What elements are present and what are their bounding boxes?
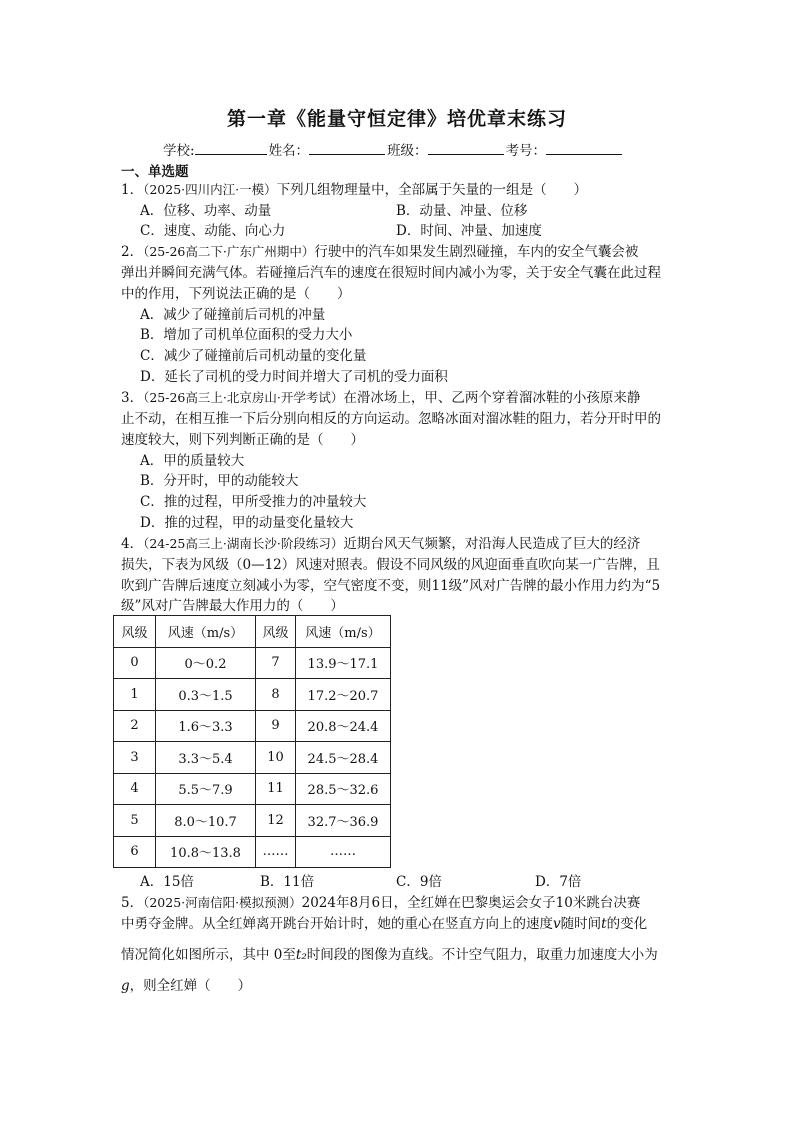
q5-text-2b: 随时间 bbox=[560, 916, 602, 932]
q2-stem-line1 bbox=[121, 242, 638, 262]
wind-speed-table bbox=[113, 615, 391, 868]
table-header-cell: 风速（m/s） bbox=[296, 616, 391, 648]
table-cell: 1 bbox=[114, 679, 156, 711]
q2-source: （25-26高二下·广东广州期中） bbox=[143, 244, 315, 259]
table-cell: 32.7～36.9 bbox=[296, 805, 391, 837]
q5-stem-line4 bbox=[121, 976, 251, 996]
table-row bbox=[114, 805, 391, 837]
q1-text: 下列几组物理量中，全部属于矢量的一组是（ ） bbox=[276, 182, 588, 198]
table-cell: 3.3～5.4 bbox=[156, 742, 256, 774]
q3-option-a[interactable]: A．甲的质量较大 bbox=[140, 453, 245, 469]
q5-text-4: ，则全红婵（ ） bbox=[129, 978, 252, 994]
q5-text-1: 2024年8月6日，全红婵在巴黎奥运会女子10米跳台决赛 bbox=[301, 895, 641, 911]
table-cell: 13.9～17.1 bbox=[296, 647, 391, 679]
q5-text-3b: 时间段的图像为直线。不计空气阻力，取重力加速度大小为 bbox=[306, 947, 658, 963]
table-cell: 9 bbox=[256, 710, 296, 742]
table-row bbox=[114, 679, 391, 711]
q5-source: （2025·河南信阳·模拟预测） bbox=[143, 895, 302, 910]
q2-option-b[interactable]: B．增加了司机单位面积的受力大小 bbox=[140, 327, 353, 343]
table-row bbox=[114, 773, 391, 805]
q4-source: （24-25高三上·湖南长沙·阶段练习） bbox=[143, 536, 344, 551]
table-cell: 5.5～7.9 bbox=[156, 773, 256, 805]
q4-option-c[interactable]: C．9倍 bbox=[396, 874, 442, 890]
q4-stem-line3: 吹到广告牌后速度立刻减小为零，空气密度不变，则11级”风对广告牌的最小作用力约为“5 bbox=[121, 578, 661, 594]
table-cell: …… bbox=[256, 836, 296, 868]
table-cell: 20.8～24.4 bbox=[296, 710, 391, 742]
q4-stem-line4: 级”风对广告牌最大作用力的（ ） bbox=[121, 598, 344, 614]
q2-number: 2． bbox=[121, 244, 144, 260]
q2-stem-line3: 中的作用，下列说法正确的是（ ） bbox=[121, 286, 351, 302]
q5-stem-line2 bbox=[121, 914, 647, 934]
table-cell: 8 bbox=[256, 679, 296, 711]
q5-var-v: v bbox=[553, 916, 561, 932]
q5-text-3a: 情况简化如图所示，其中 0至 bbox=[121, 947, 296, 963]
q1-option-d[interactable]: D．时间、冲量、加速度 bbox=[396, 223, 542, 239]
page-title: 第一章《能量守恒定律》培优章末练习 bbox=[226, 108, 567, 130]
student-info-row bbox=[163, 139, 624, 159]
q3-text-1: 在滑冰场上，甲、乙两个穿着溜冰鞋的小孩原来静 bbox=[343, 390, 641, 406]
q2-option-a[interactable]: A．减少了碰撞前后司机的冲量 bbox=[140, 307, 326, 323]
q1-source: （2025·四川内江·一模） bbox=[143, 182, 277, 197]
q4-option-b[interactable]: B．11倍 bbox=[260, 874, 315, 890]
table-row bbox=[114, 742, 391, 774]
table-cell: 0 bbox=[114, 647, 156, 679]
table-cell: 17.2～20.7 bbox=[296, 679, 391, 711]
q1-option-a[interactable]: A．位移、功率、动量 bbox=[140, 203, 272, 219]
table-cell: 6 bbox=[114, 836, 156, 868]
exam-no-blank[interactable] bbox=[546, 142, 622, 155]
q4-stem-line2: 损失，下表为风级（0—12）风速对照表。假设不同风级的风迎面垂直吹向某一广告牌，且 bbox=[121, 557, 660, 573]
table-cell: 10.8～13.8 bbox=[156, 836, 256, 868]
table-cell: 0～0.2 bbox=[156, 647, 256, 679]
q3-source: （25-26高三上·北京房山·开学考试） bbox=[143, 390, 344, 405]
q3-option-b[interactable]: B．分开时，甲的动能较大 bbox=[140, 473, 299, 489]
q1-option-c[interactable]: C．速度、动能、向心力 bbox=[140, 223, 286, 239]
table-cell: 3 bbox=[114, 742, 156, 774]
table-header-cell: 风速（m/s） bbox=[156, 616, 256, 648]
q5-text-2c: 的变化 bbox=[606, 916, 648, 932]
q3-stem-line3: 速度较大，则下列判断正确的是（ ） bbox=[121, 432, 364, 448]
q4-option-d[interactable]: D．7倍 bbox=[535, 874, 582, 890]
q5-var-t: t bbox=[601, 916, 607, 932]
q5-var-g: g bbox=[121, 978, 130, 994]
q4-text-1: 近期台风天气频繁，对沿海人民造成了巨大的经济 bbox=[343, 536, 641, 552]
table-cell: 5 bbox=[114, 805, 156, 837]
class-label: 班级： bbox=[387, 143, 428, 159]
q5-text-2a: 中勇夺金牌。从全红婵离开跳台开始计时，她的重心在竖直方向上的速度 bbox=[121, 916, 553, 932]
table-row bbox=[114, 710, 391, 742]
q3-option-c[interactable]: C．推的过程，甲所受推力的冲量较大 bbox=[140, 494, 367, 510]
exam-no-label: 考号： bbox=[505, 143, 547, 159]
q5-number: 5． bbox=[121, 895, 144, 911]
name-blank[interactable] bbox=[309, 142, 385, 155]
q3-stem-line2: 止不动，在相互推一下后分别向相反的方向运动。忽略冰面对溜冰鞋的阻力，若分开时甲的 bbox=[121, 411, 661, 427]
q2-text-1: 行驶中的汽车如果发生剧烈碰撞，车内的安全气囊会被 bbox=[314, 244, 639, 260]
table-cell: 11 bbox=[256, 773, 296, 805]
table-cell: 10 bbox=[256, 742, 296, 774]
name-label: 姓名： bbox=[268, 143, 310, 159]
q1-stem bbox=[121, 180, 587, 200]
q4-stem-line1 bbox=[121, 534, 640, 554]
q3-stem-line1 bbox=[121, 388, 640, 408]
q1-option-b[interactable]: B．动量、冲量、位移 bbox=[396, 203, 528, 219]
school-blank[interactable] bbox=[195, 142, 267, 155]
table-cell: 24.5～28.4 bbox=[296, 742, 391, 774]
class-blank[interactable] bbox=[428, 142, 504, 155]
table-cell: 4 bbox=[114, 773, 156, 805]
school-label: 学校: bbox=[163, 143, 195, 159]
q4-option-a[interactable]: A．15倍 bbox=[140, 874, 194, 890]
section-heading: 一、单选题 bbox=[121, 164, 189, 180]
q5-stem-line3 bbox=[121, 945, 658, 965]
table-row bbox=[114, 647, 391, 679]
table-header-cell: 风级 bbox=[114, 616, 156, 648]
table-header-cell: 风级 bbox=[256, 616, 296, 648]
table-cell: 1.6～3.3 bbox=[156, 710, 256, 742]
q3-number: 3． bbox=[121, 390, 144, 406]
q3-option-d[interactable]: D．推的过程，甲的动量变化量较大 bbox=[140, 515, 354, 531]
table-cell: 12 bbox=[256, 805, 296, 837]
q5-var-t2: t₂ bbox=[295, 947, 307, 963]
table-cell: 7 bbox=[256, 647, 296, 679]
table-cell: …… bbox=[296, 836, 391, 868]
q2-stem-line2: 弹出并瞬间充满气体。若碰撞后汽车的速度在很短时间内减小为零，关于安全气囊在此过程 bbox=[121, 265, 661, 281]
q1-number: 1． bbox=[121, 182, 144, 198]
table-cell: 8.0～10.7 bbox=[156, 805, 256, 837]
table-cell: 0.3～1.5 bbox=[156, 679, 256, 711]
table-row bbox=[114, 836, 391, 868]
q2-option-c[interactable]: C．减少了碰撞前后司机动量的变化量 bbox=[140, 348, 367, 364]
q4-number: 4． bbox=[121, 536, 144, 552]
q2-option-d[interactable]: D．延长了司机的受力时间并增大了司机的受力面积 bbox=[140, 369, 448, 385]
q5-stem-line1 bbox=[121, 893, 640, 913]
table-header-row bbox=[114, 616, 391, 648]
table-cell: 2 bbox=[114, 710, 156, 742]
table-cell: 28.5～32.6 bbox=[296, 773, 391, 805]
